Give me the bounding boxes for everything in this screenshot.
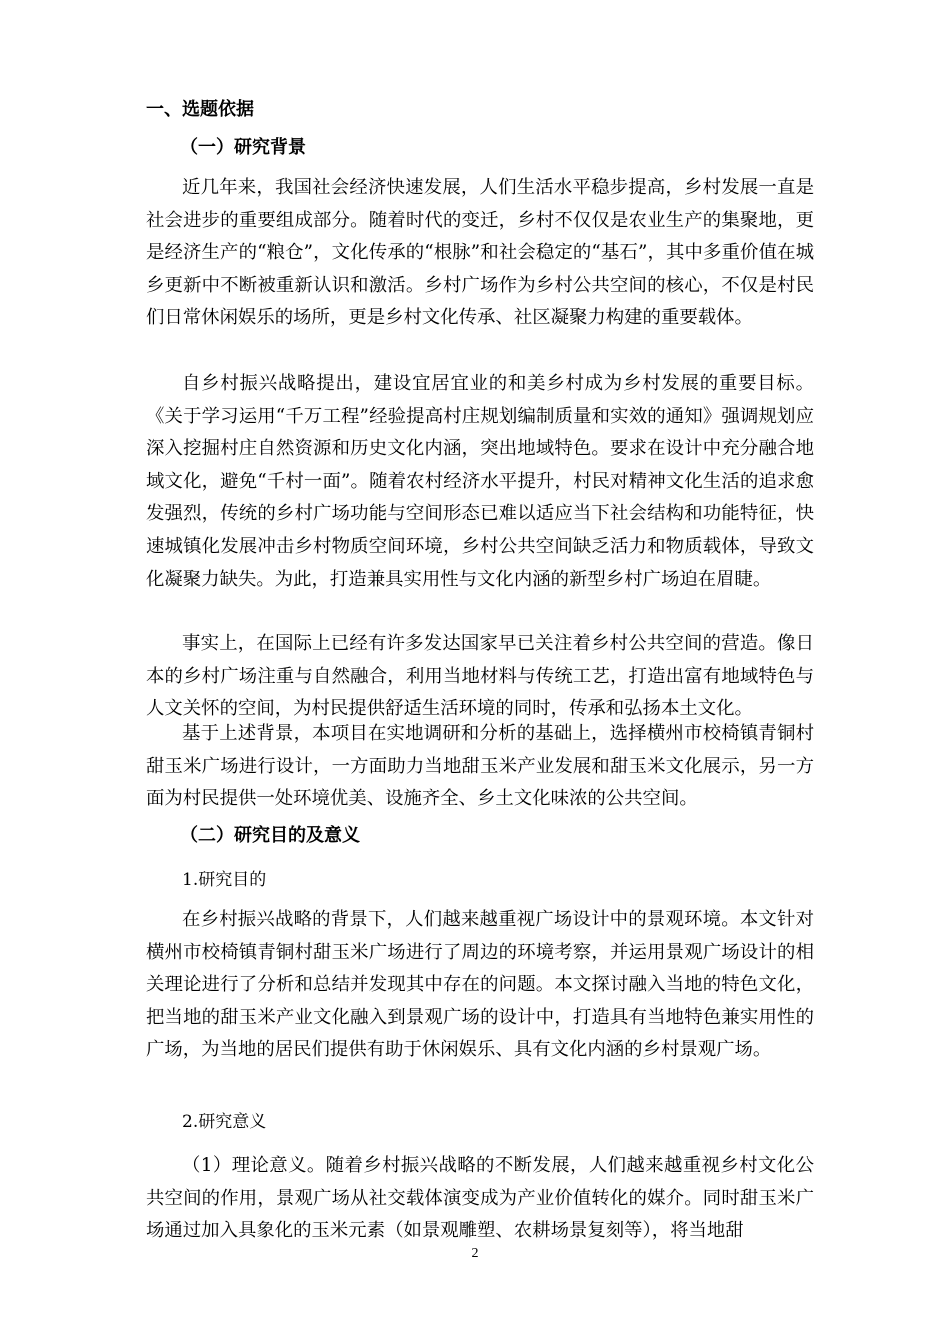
paragraph-background-4: 基于上述背景，本项目在实地调研和分析的基础上，选择横州市校椅镇青铜村甜玉米广场进行设计，一方面助力当地甜玉米产业发展和甜玉米文化展示，另一方面为村民提供一处环境优美、设施齐全、乡土文化味浓的公共空间。 xyxy=(146,723,814,810)
purpose-heading: 1.研究目的 xyxy=(182,870,267,890)
subsection-heading-background: （一）研究背景 xyxy=(180,137,306,158)
paragraph-background-2: 自乡村振兴战略提出，建设宜居宜业的和美乡村成为乡村发展的重要目标。《关于学习运用“千万工程”经验提高村庄规划编制质量和实效的通知》强调规划应深入挖掘村庄自然资源和历史文化内涵，突出地域特色。要求在设计中充分融合地域文化，避免“千村一面”。随着农村经济水平提升，村民对精神文化生活的追求愈发强烈，传统的乡村广场功能与空间形态已难以适应当下社会结构和功能特征，快速城镇化发展冲击乡村物质空间环境，乡村公共空间缺乏活力和物质载体，导致文化凝聚力缺失。为此，打造兼具实用性与文化内涵的新型乡村广场迫在眉睫。 xyxy=(146,373,814,590)
significance-heading: 2.研究意义 xyxy=(182,1112,267,1132)
page-number: 2 xyxy=(471,1246,479,1261)
paragraph-significance: （1）理论意义。随着乡村振兴战略的不断发展，人们越来越重视乡村文化公共空间的作用，景观广场从社交载体演变成为产业价值转化的媒介。同时甜玉米广场通过加入具象化的玉米元素（如景观雕塑、农耕场景复刻等），将当地甜 xyxy=(146,1155,814,1242)
paragraph-purpose: 在乡村振兴战略的背景下，人们越来越重视广场设计中的景观环境。本文针对横州市校椅镇青铜村甜玉米广场进行了周边的环境考察，并运用景观广场设计的相关理论进行了分析和总结并发现其中存在的问题。本文探讨融入当地的特色文化，把当地的甜玉米产业文化融入到景观广场的设计中，打造具有当地特色兼实用性的广场，为当地的居民们提供有助于休闲娱乐、具有文化内涵的乡村景观广场。 xyxy=(146,909,814,1061)
paragraph-background-3: 事实上，在国际上已经有许多发达国家早已关注着乡村公共空间的营造。像日本的乡村广场注重与自然融合，利用当地材料与传统工艺，打造出富有地域特色与人文关怀的空间，为村民提供舒适生活环境的同时，传承和弘扬本土文化。 xyxy=(146,633,814,720)
paragraph-background-1: 近几年来，我国社会经济快速发展，人们生活水平稳步提高，乡村发展一直是社会进步的重要组成部分。随着时代的变迁，乡村不仅仅是农业生产的集聚地，更是经济生产的“粮仓”，文化传承的“根脉”和社会稳定的“基石”，其中多重价值在城乡更新中不断被重新认识和激活。乡村广场作为乡村公共空间的核心，不仅是村民们日常休闲娱乐的场所，更是乡村文化传承、社区凝聚力构建的重要载体。 xyxy=(146,177,814,329)
subsection-heading-purpose-significance: （二）研究目的及意义 xyxy=(180,825,360,846)
section-heading: 一、选题依据 xyxy=(146,99,254,120)
